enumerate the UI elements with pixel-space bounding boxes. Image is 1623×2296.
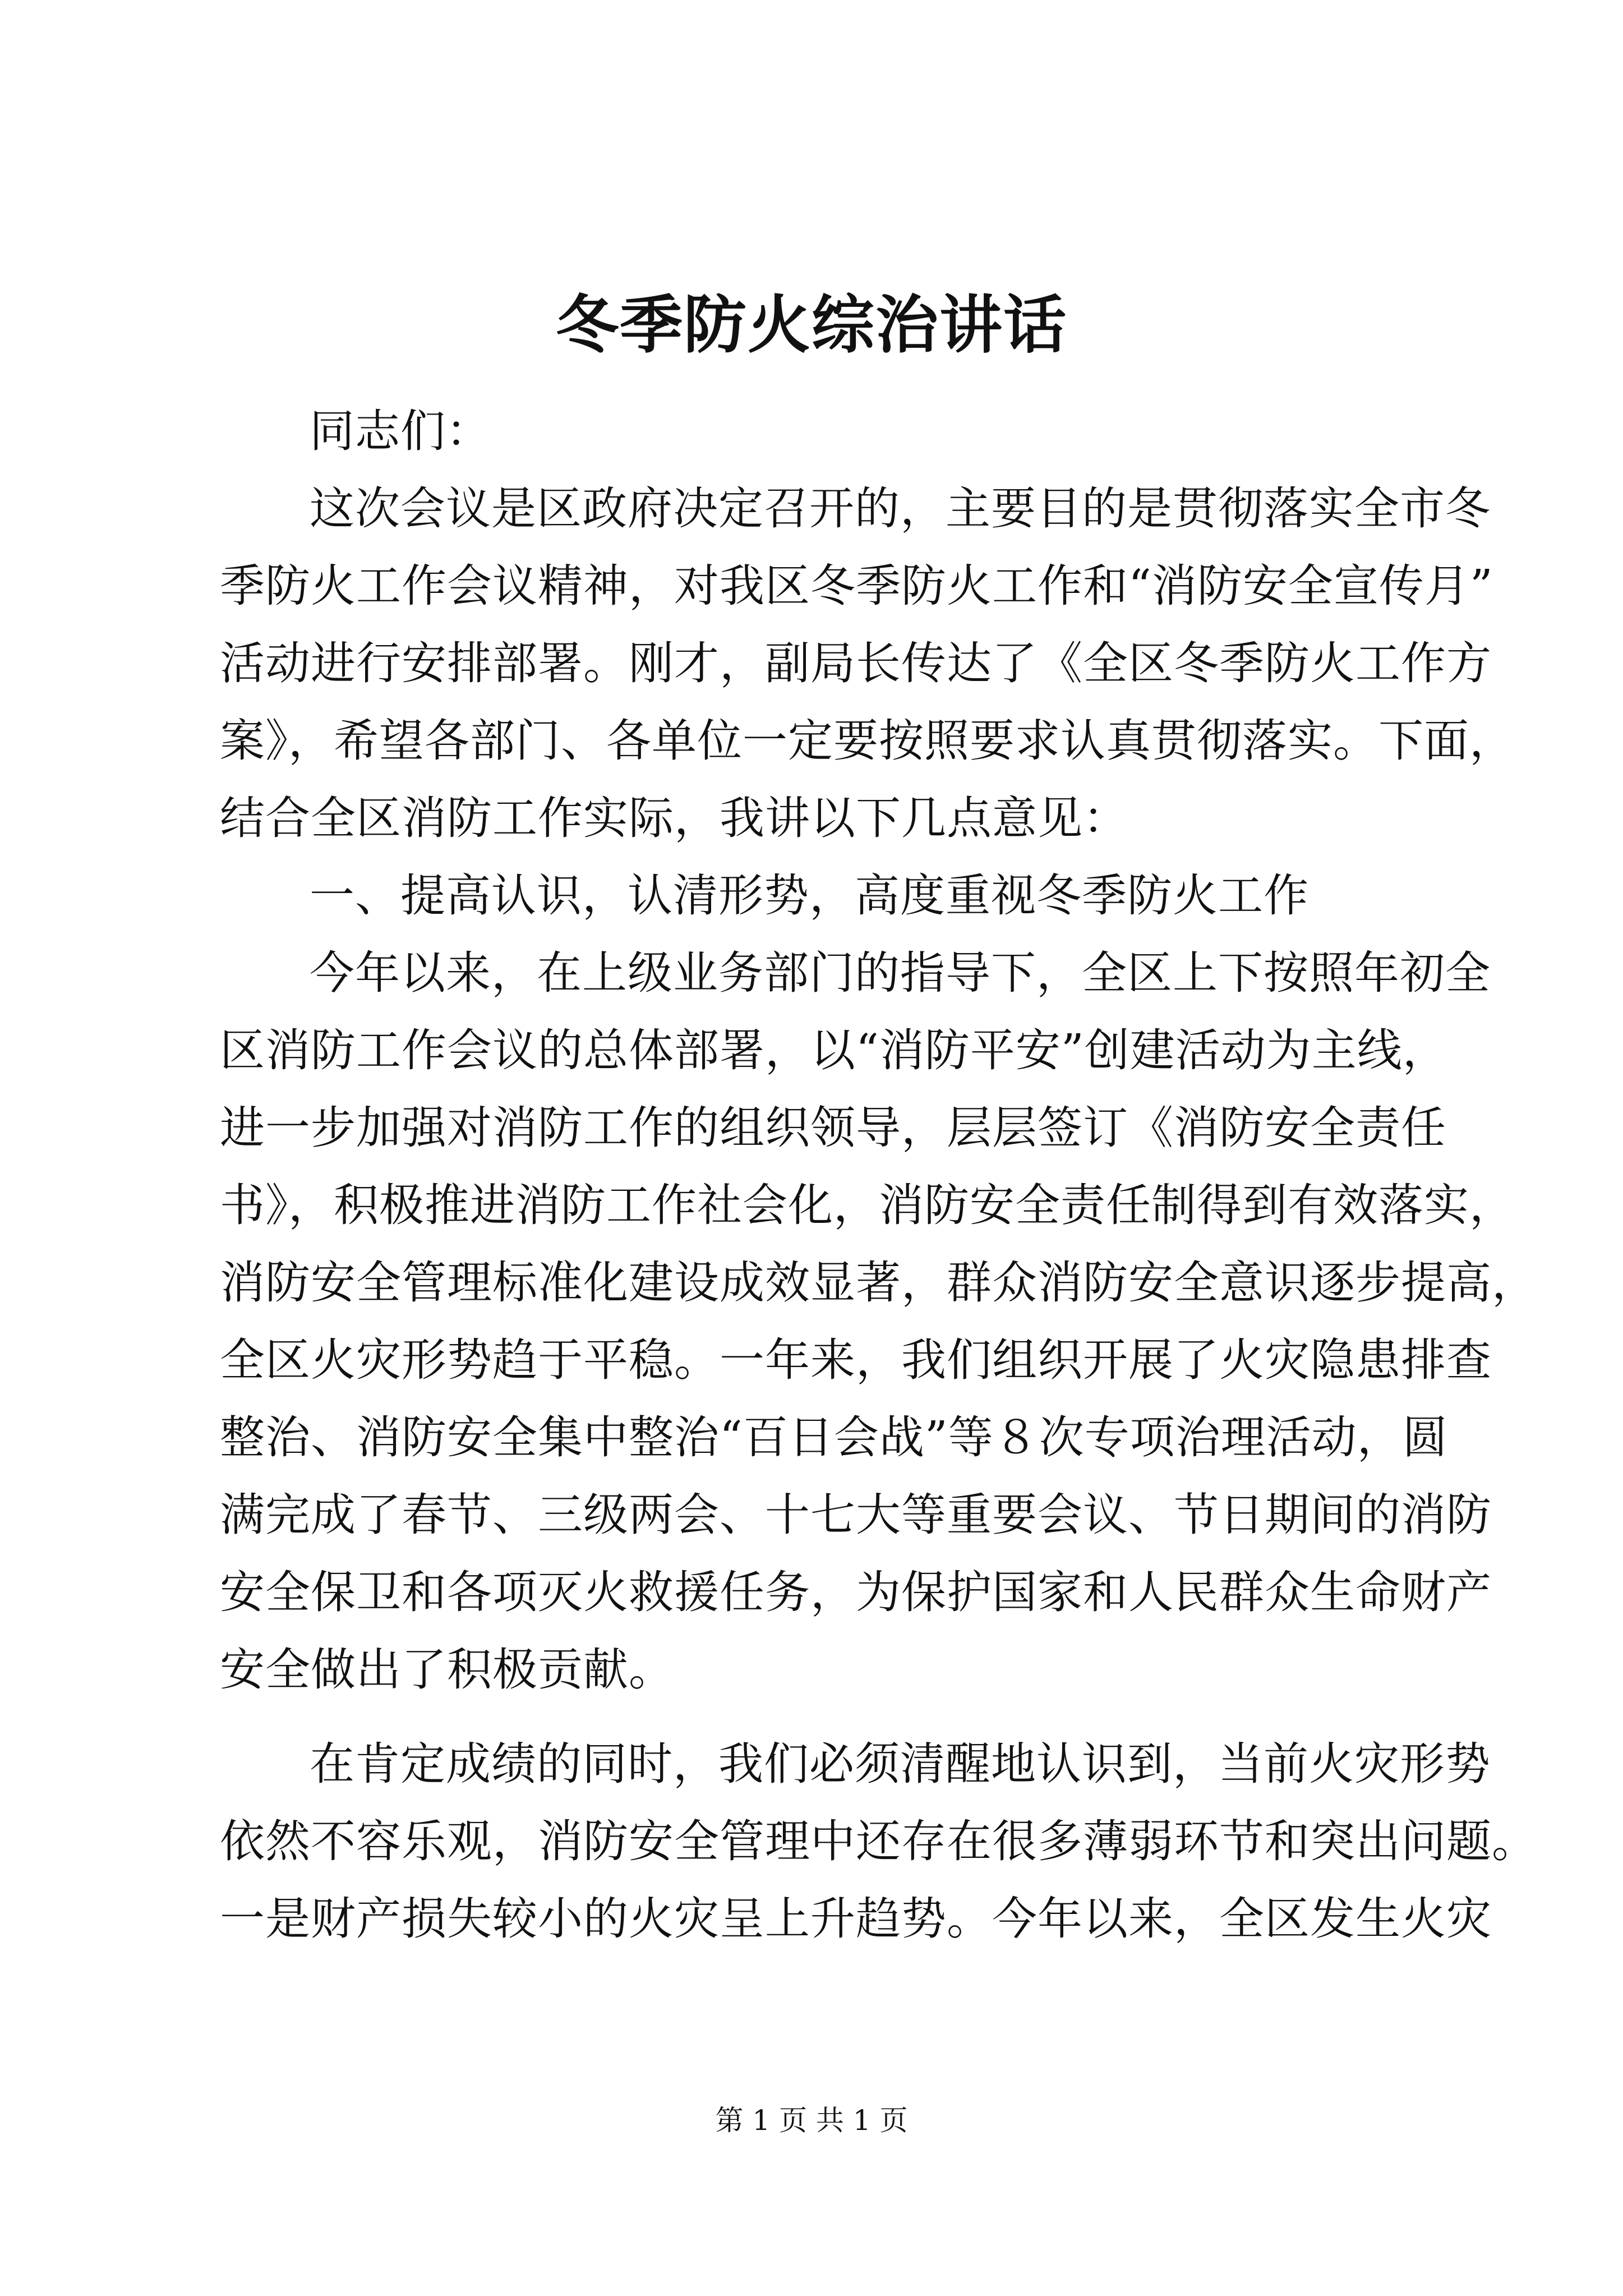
paragraph-line: 书》，积极推进消防工作社会化，消防安全责任制得到有效落实， [220,1179,1515,1231]
paragraph-line: 结合全区消防工作实际，我讲以下几点意见： [220,792,1128,844]
paragraph-line: 安全做出了积极贡献。 [220,1644,674,1696]
document-title: 冬季防火综治讲话 [556,288,1067,362]
paragraph-line: 进一步加强对消防工作的组织领导，层层签订《消防安全责任 [220,1102,1446,1154]
salutation: 同志们： [310,405,491,457]
page-number-footer: 第 1 页 共 1 页 [715,2104,908,2137]
paragraph-line: 安全保卫和各项灭火救援任务，为保护国家和人民群众生命财产 [220,1566,1492,1618]
paragraph-line: 案》，希望各部门、各单位一定要按照要求认真贯彻落实。下面， [220,715,1515,767]
paragraph-line: 季防火工作会议精神，对我区冬季防火工作和“消防安全宣传月” [220,560,1493,612]
paragraph-line: 活动进行安排部署。刚才，副局长传达了《全区冬季防火工作方 [220,637,1492,689]
section-heading: 一、提高认识，认清形势，高度重视冬季防火工作 [310,869,1309,922]
paragraph-line: 在肯定成绩的同时，我们必须清醒地认识到，当前火灾形势 [310,1738,1491,1790]
paragraph-line: 依然不容乐观，消防安全管理中还存在很多薄弱环节和突出问题。 [220,1815,1537,1867]
paragraph-line: 全区火灾形势趋于平稳。一年来，我们组织开展了火灾隐患排查 [220,1334,1492,1386]
paragraph-line: 整治、消防安全集中整治“百日会战”等８次专项治理活动，圆 [220,1411,1448,1464]
paragraph-gap [220,1709,1437,1726]
paragraph-line: 今年以来，在上级业务部门的指导下，全区上下按照年初全 [310,947,1491,999]
document-body [220,393,1537,1958]
paragraph-line: 满完成了春节、三级两会、十七大等重要会议、节日期间的消防 [220,1489,1492,1541]
paragraph-line: 区消防工作会议的总体部署，以“消防平安”创建活动为主线， [220,1024,1448,1076]
paragraph-line: 消防安全管理标准化建设成效显著，群众消防安全意识逐步提高， [220,1257,1537,1309]
paragraph-line: 一是财产损失较小的火灾呈上升趋势。今年以来，全区发生火灾 [220,1893,1492,1945]
paragraph-line: 这次会议是区政府决定召开的，主要目的是贯彻落实全市冬 [310,482,1491,535]
